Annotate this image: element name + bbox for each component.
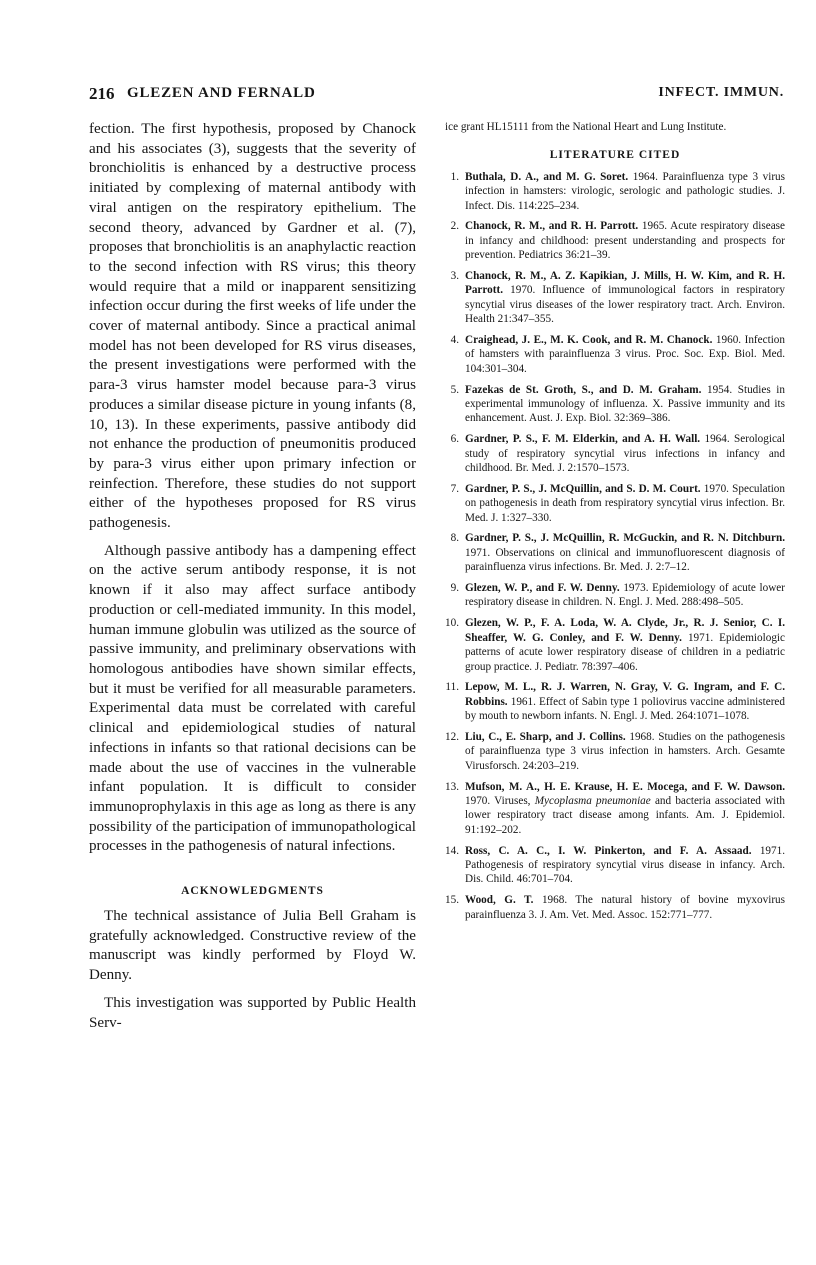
reference-item	[445, 383, 785, 426]
reference-item	[445, 581, 785, 610]
reference-number: 10.	[445, 617, 459, 630]
reference-number: 15.	[445, 894, 459, 907]
reference-item	[445, 616, 785, 674]
reference-text: 1970. Speculation on pathogenesis in death from respiratory syncytial virus infection. Br. Med. J. 1:327–330.	[465, 482, 785, 524]
page-header	[89, 84, 784, 106]
reference-item	[445, 680, 785, 723]
reference-text: 1971. Observations on clinical and immunofluorescent diagnosis of parainfluenza virus infections. Br. Med. J. 2:7–12.	[465, 546, 785, 574]
left-column	[89, 120, 416, 1033]
reference-text: 1961. Effect of Sabin type 1 poliovirus vaccine administered by mouth to newborn infants. N. Engl. J. Med. 264:1071–1078.	[465, 695, 785, 723]
reference-number: 8.	[450, 532, 459, 545]
reference-number: 14.	[445, 844, 459, 857]
reference-number: 11.	[445, 681, 459, 694]
reference-number: 12.	[445, 730, 459, 743]
reference-authors: Buthala, D. A., and M. G. Soret.	[465, 170, 629, 183]
reference-text: 1954. Studies in experimental immunology of influenza. X. Passive immunity and its enhancement. Aust. J. Exp. Biol. 32:369–386.	[465, 383, 786, 425]
reference-number: 13.	[445, 780, 459, 793]
reference-authors: Lepow, M. L., R. J. Warren, N. Gray, V. G. Ingram, and F. C. Robbins.	[465, 681, 785, 708]
reference-text: 1960. Infection of hamsters with parainfluenza 3 virus. Proc. Soc. Exp. Biol. Med. 104:301–304.	[465, 334, 785, 375]
reference-text: 1964. Parainfluenza type 3 virus infection in hamsters: virologic, serologic and pathologic studies. J. Infect. Dis. 114:225–234.	[465, 170, 785, 212]
reference-italic: Mycoplasma pneumoniae	[534, 794, 651, 807]
reference-text: 1971. Epidemiologic patterns of acute lower respiratory disease of children in a pediatric group practice. J. Pediatr. 78:397–406.	[465, 631, 785, 673]
reference-text: 1971. Pathogenesis of respiratory syncytial virus disease in infancy. Arch. Dis. Child. 46:701–704.	[465, 844, 785, 886]
reference-number: 4.	[450, 334, 459, 347]
reference-text: 1970. Influence of immunological factors in respiratory syncytial virus diseases of the lower respiratory tract. Arch. Environ. Health 21:347–355.	[465, 284, 785, 326]
reference-list	[445, 170, 785, 922]
reference-number: 2.	[450, 220, 459, 233]
reference-authors: Fazekas de St. Groth, S., and D. M. Graham.	[465, 383, 702, 396]
reference-authors: Glezen, W. P., and F. W. Denny.	[465, 582, 620, 595]
reference-authors: Craighead, J. E., M. K. Cook, and R. M. Chanock.	[465, 334, 713, 347]
reference-item	[445, 482, 785, 525]
reference-text: 1970. Viruses,	[465, 794, 535, 807]
reference-authors: Gardner, P. S., J. McQuillin, and S. D. M. Court.	[465, 482, 701, 495]
reference-item	[445, 269, 785, 327]
reference-item	[445, 531, 785, 574]
reference-authors: Glezen, W. P., F. A. Loda, W. A. Clyde, Jr., R. J. Senior, C. I. Sheaffer, W. G. Conley, and F. W. Denny.	[465, 617, 785, 644]
reference-text: 1964. Serological study of respiratory syncytial virus infections in infancy and childhood. Br. Med. J. 2:1570–1573.	[465, 433, 786, 475]
running-head: GLEZEN AND FERNALD	[127, 85, 316, 101]
reference-text: 1965. Acute respiratory disease in infancy and childhood: present understanding and prospects for prevention. Pediatrics 36:21–39.	[465, 220, 785, 262]
body-paragraph: Although passive antibody has a dampening effect on the active serum antibody response, it is not known if it also may affect surface antibody production or cell-mediated immunity. In this model, human immune globulin was utilized as the source of passive immunity, and preliminary observations with homologous antibodies have shown similar effects, but it must be verified for all measurable parameters. Experimental data must be correlated with careful clinical and epidemiological studies of natural infections in infants so that rational decisions can be made about the use of vaccines in the vulnerable infant population. It is difficult to consider immunoprophylaxis in this age as long as there is any possibility of the participation of immunopathological processes in the pathogenesis of natural infections.	[89, 542, 416, 855]
reference-item	[445, 170, 785, 213]
right-column	[445, 120, 785, 928]
reference-authors: Liu, C., E. Sharp, and J. Collins.	[465, 730, 626, 743]
reference-item	[445, 893, 785, 922]
journal-name: INFECT. IMMUN.	[658, 85, 784, 100]
reference-authors: Gardner, P. S., J. McQuillin, R. McGuckin, and R. N. Ditchburn.	[465, 532, 785, 545]
page-number: 216	[89, 84, 115, 103]
literature-cited-heading: LITERATURE CITED	[549, 148, 681, 161]
acknowledgments-text: The technical assistance of Julia Bell Graham is gratefully acknowledged. Constructive review of the manuscript was kindly performed by Floyd W. Denny.	[89, 908, 416, 984]
reference-authors: Ross, C. A. C., I. W. Pinkerton, and F. A. Assaad.	[465, 844, 752, 857]
reference-item	[445, 730, 785, 773]
reference-number: 6.	[450, 433, 459, 446]
reference-number: 1.	[450, 170, 459, 183]
acknowledgments-text: This investigation was supported by Public Health Serv-	[89, 994, 416, 1031]
reference-item	[445, 432, 785, 475]
acknowledgments-heading: ACKNOWLEDGMENTS	[181, 885, 324, 898]
reference-authors: Chanock, R. M., and R. H. Parrott.	[465, 220, 639, 233]
reference-authors: Wood, G. T.	[465, 894, 534, 907]
reference-item	[445, 844, 785, 887]
reference-number: 3.	[450, 270, 459, 283]
reference-text: and bacteria associated with lower respiratory tract disease among infants. Am. J. Epidemiol. 91:192–202.	[465, 794, 785, 836]
reference-item	[445, 219, 785, 262]
acknowledgments-continuation: ice grant HL15111 from the National Heart and Lung Institute.	[445, 121, 727, 133]
reference-text: 1973. Epidemiology of acute lower respiratory disease in children. N. Engl. J. Med. 288:498–505.	[465, 582, 786, 609]
reference-number: 7.	[450, 482, 459, 495]
body-paragraph: fection. The first hypothesis, proposed by Chanock and his associates (3), suggests that the severity of bronchiolitis is enhanced by a destructive process initiated by complexing of maternal antibody with viral antigen on the respiratory epithelium. The second theory, advanced by Gardner et al. (7), proposes that bronchiolitis is an anaphylactic reaction to the second infection with RS virus; this theory would require that a mild or inapparent sensitizing infection occur during the first weeks of life under the cover of maternal antibody. Since a practical animal model has not been developed for RS virus diseases, the present investigations were performed with the para-3 virus hamster model because para-3 virus produces a similar disease picture in young infants (8, 10, 13). In these experiments, passive antibody did not enhance the production of pneumonitis produced by para-3 virus either upon primary infection or reinfection. Therefore, these studies do not support either of the hypotheses proposed for RS virus pathogenesis.	[89, 121, 416, 532]
reference-number: 5.	[450, 383, 459, 396]
reference-authors: Chanock, R. M., A. Z. Kapikian, J. Mills, H. W. Kim, and R. H. Parrott.	[465, 270, 785, 297]
reference-text: 1968. The natural history of bovine myxovirus parainfluenza 3. J. Am. Vet. Med. Assoc. 152:771–777.	[465, 894, 785, 921]
reference-authors: Gardner, P. S., F. M. Elderkin, and A. H. Wall.	[465, 433, 701, 446]
reference-item	[445, 780, 785, 838]
reference-number: 9.	[450, 582, 459, 595]
reference-text: 1968. Studies on the pathogenesis of parainfluenza type 3 virus infection in hamsters. Arch. Gesamte Virusforsch. 24:203–219.	[465, 730, 786, 772]
reference-item	[445, 333, 785, 376]
reference-authors: Mufson, M. A., H. E. Krause, H. E. Mocega, and F. W. Dawson.	[465, 780, 785, 793]
